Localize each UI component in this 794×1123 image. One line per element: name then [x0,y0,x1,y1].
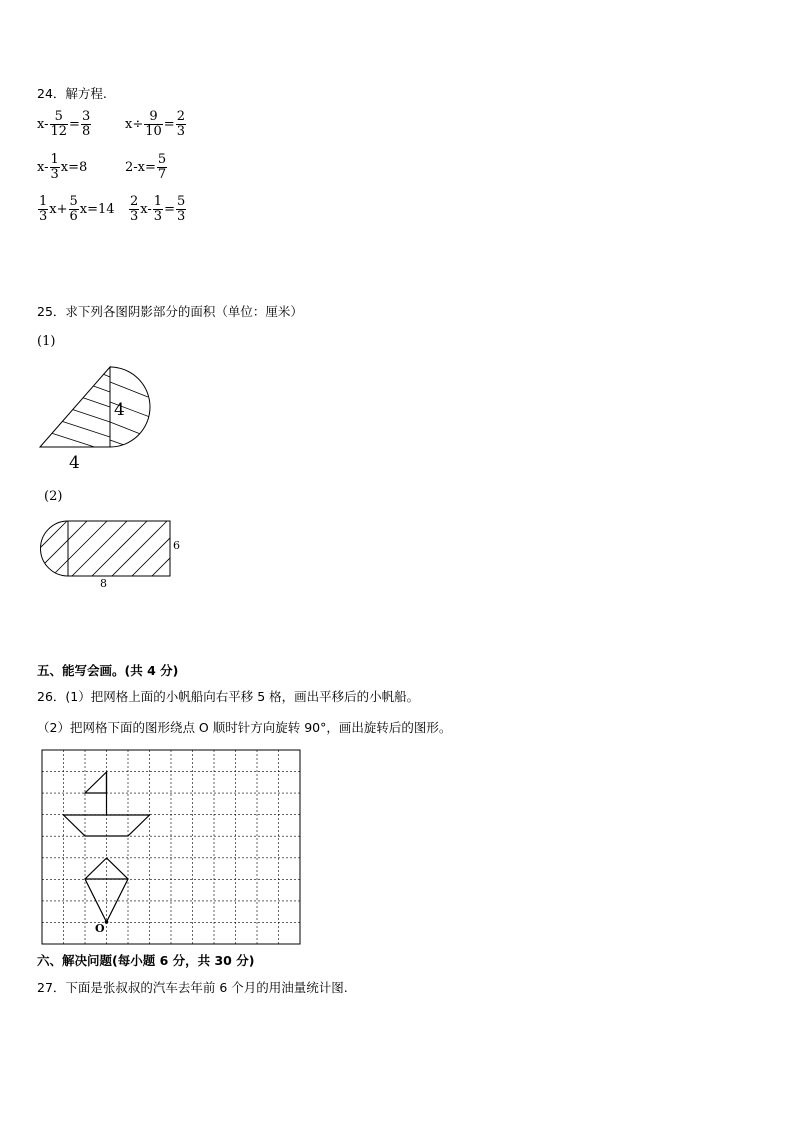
figure-2-label: (2) [44,489,63,504]
equation-5 [37,195,115,224]
point-o-label: O [95,922,105,935]
section-5-title: 五、能写会画。(共 4 分) [37,663,179,678]
eq-text: = [163,117,175,132]
numerator: 3 [81,109,91,124]
denominator: 6 [69,209,78,224]
fraction [69,195,79,224]
denominator: 3 [176,124,185,139]
denominator: 8 [81,124,91,139]
denominator: 7 [157,167,167,182]
drawing-grid [42,750,300,944]
fraction [38,195,48,224]
figure-2-width-label: 8 [100,577,107,590]
eq-text: x- [140,202,152,217]
fraction [81,110,91,139]
numerator: 9 [144,110,163,125]
q25-title: 25．求下列各图阴影部分的面积（单位：厘米） [37,304,303,319]
fraction [50,110,69,139]
numerator: 1 [39,194,48,209]
eq-text: = [164,202,175,217]
numerator: 5 [50,110,69,125]
eq-text: x- [37,117,49,132]
equation-2 [125,110,187,139]
eq-text: = [69,117,80,132]
fraction [176,195,186,224]
numerator: 5 [157,152,167,167]
eq-text: x=8 [60,160,88,175]
figure-2-diagram [38,520,178,580]
denominator: 12 [50,124,68,139]
q24-title: 24．解方程. [37,86,107,101]
equation-6 [128,195,187,224]
q26-part2: （2）把网格下面的图形绕点 O 顺时针方向旋转 90°，画出旋转后的图形。 [37,720,452,735]
denominator: 10 [145,124,162,139]
point-o [105,920,109,924]
equation-4 [125,153,168,182]
numerator: 1 [153,194,163,209]
figure-1-label: (1) [37,334,56,349]
denominator: 3 [130,209,139,224]
q27-text: 27．下面是张叔叔的汽车去年前 6 个月的用油量统计图. [37,980,348,995]
numerator: 1 [50,152,59,167]
denominator: 3 [153,209,163,224]
eq-text: x=14 [79,202,115,217]
equation-3 [37,153,87,182]
denominator: 3 [39,209,48,224]
numerator: 2 [176,109,185,124]
eq-text: 2-x= [125,160,156,175]
numerator: 5 [69,194,78,209]
q26-part1: 26．(1）把网格上面的小帆船向右平移 5 格，画出平移后的小帆船。 [37,689,420,704]
section-6-title: 六、解决问题(每小题 6 分，共 30 分) [37,953,255,968]
equation-1 [37,110,92,139]
fraction [129,195,139,224]
figure-1-base-label: 4 [69,453,80,473]
fraction [157,153,167,182]
denominator: 3 [176,209,186,224]
numerator: 5 [176,194,186,209]
fraction [50,153,60,182]
numerator: 2 [130,194,139,209]
eq-text: x+ [49,202,68,217]
figure-1-diagram [38,362,168,452]
figure-1-height-label: 4 [114,400,125,420]
eq-text: x- [37,160,49,175]
fraction [153,195,163,224]
eq-text: x÷ [125,117,144,132]
fraction [144,110,163,139]
denominator: 3 [50,167,59,182]
fraction [176,110,186,139]
sailboat-sail [85,772,107,793]
figure-2-height-label: 6 [173,539,180,552]
